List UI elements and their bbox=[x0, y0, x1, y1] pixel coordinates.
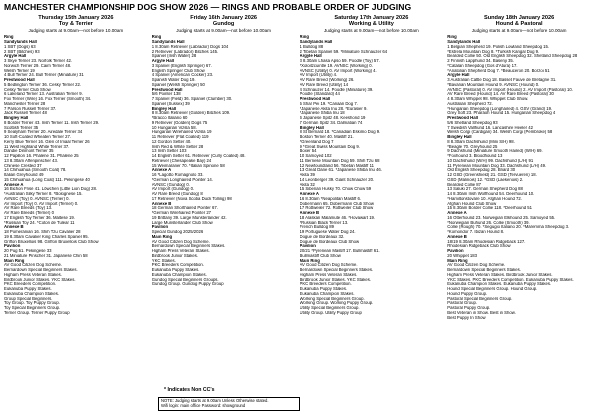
ring-entry: Jack Russell Terrier 48 bbox=[4, 111, 47, 116]
venue-heading: Annexe A bbox=[4, 182, 24, 187]
ring-entry: Pastoral Group. bbox=[447, 301, 478, 306]
ring-entry: *Hungarian Sheepdog (Longhaired) 4. GSV (Grand) 19. bbox=[447, 106, 553, 111]
venue-heading: Pavilion bbox=[151, 225, 169, 230]
ring-entry: GSD (Malinois) 12. *GSD (Laekenois) 2. bbox=[447, 177, 524, 182]
judging-start-time: Judging starts at 9.00am—not before 10.00am bbox=[471, 27, 567, 33]
venue-heading: Annexe B bbox=[447, 234, 467, 239]
ring-entry: *Xoloitzcuintle 19. AVNSC (Working) 0. bbox=[299, 63, 373, 68]
ring-entry: 8 St Bernard 18. *Canadian Eskimo Dog 9. bbox=[299, 130, 381, 135]
ring-entry: Grey Soft 23. Pharaoh Hound 15. Hungarian Sheepdog 4 bbox=[447, 111, 556, 116]
ring-entry: Toy Group. Toy Puppy Group. bbox=[4, 301, 60, 306]
ring-entry: AV Import (Utility) 4. bbox=[299, 73, 338, 78]
ring-entry: *Japanese Akita Inu 28. *Eurasier 9. bbox=[299, 106, 368, 111]
ring-entry: AV Rare Breeds (Toy) 13. bbox=[4, 206, 53, 211]
ring-entry: *Anatolian Shepherd Dog 7. *Beauceron 20. Borzoi 51 bbox=[447, 68, 550, 73]
ring-entry: Bearded Collie 87 bbox=[447, 182, 482, 187]
ring-entry: AV Import (Toy) 0. AV Import (Terrier) 0. bbox=[4, 201, 79, 206]
ring-entry: AVNSC (Utility) 0. AV Import (Working) 4. bbox=[299, 68, 377, 73]
ring-entry: 5 Shar Pei 19. *Canaan Dog 7. bbox=[299, 101, 358, 106]
ring-entry: AV Good Citizen Dog Scheme. bbox=[151, 239, 210, 244]
ring-entry: 12 Newfoundland 56. Tibetan Mastiff 11 bbox=[299, 163, 375, 168]
judging-note-box bbox=[158, 397, 300, 411]
venue-heading: Sandylands Hall bbox=[151, 40, 185, 45]
ring-entry: Poodle (Standard) 44 bbox=[299, 92, 340, 97]
ring-entry: AV Rare Breed (Gundog) 8 bbox=[151, 192, 203, 197]
ring-entry: Eukanuba Puppy Stakes. bbox=[4, 287, 52, 292]
day-heading: Friday 16th January 2026 bbox=[190, 15, 258, 21]
ring-entry: Italian Greyhound 49 bbox=[4, 173, 44, 178]
venue-heading: Bingley Hall bbox=[299, 125, 324, 130]
ring-entry: 15 Chihuahua (Long Coat) 111. Pekingese 40 bbox=[4, 177, 90, 182]
non-cc-key: * Indicates Non CC's bbox=[164, 387, 215, 393]
day-heading: Thursday 15th January 2026 bbox=[38, 15, 114, 21]
ring-entry: 9 *Great Swiss Mountain Dog 9. bbox=[299, 144, 360, 149]
judging-start-time: Judging starts at 9.00am—not before 10.00am bbox=[176, 27, 271, 33]
ring-entry: 16 8.30am *Neapolitan Mastiff 6. bbox=[299, 196, 362, 201]
ring-entry: *Bracco Italiano 60 bbox=[151, 116, 188, 121]
ring-entry: Large Munsterlander Club Show bbox=[151, 220, 213, 225]
venue-heading: Prestwood Hall bbox=[299, 97, 331, 102]
ring-entry: 5 Bedlington Terrier 36. Cesky Terrier 22. bbox=[4, 82, 82, 87]
ring-entry: 7 Parson Russell Terrier 37. bbox=[4, 106, 57, 111]
ring-entry: Scottish Terrier 35 bbox=[4, 125, 39, 130]
ring-entry: Dandie Dinmont Terrier 35 bbox=[4, 149, 54, 154]
ring-entry: Hungarian Wirehaired Vizsla 19 bbox=[151, 130, 212, 135]
ring-entry: 1 8.30am Retriever (Labrador) Dogs 104 bbox=[151, 44, 229, 49]
ring-entry: Griffon Bruxellois 98. Griffon Bruxellois Club Show bbox=[4, 239, 99, 244]
day-heading: Saturday 17th January 2026 bbox=[334, 15, 409, 21]
ring-entry: *Australian Silky Terrier 8. *Bolognese 15. bbox=[4, 192, 83, 197]
ring-entry: Birdbrook Junior Stakes. bbox=[151, 253, 199, 258]
ring-entry: 4 Schnauzer 14. Poodle (Miniature) 39. bbox=[299, 87, 374, 92]
ring-entry: Fox Terrier (Wire) 16. Fox Terrier (Smooth) 34. bbox=[4, 97, 92, 102]
venue-heading: Argyle Hall bbox=[4, 54, 27, 59]
ring-entry: Utility Special Beginners Group. bbox=[299, 306, 360, 311]
ring-entry: 7 Swedish Vallhund 16. Lancashire Heeler 42 bbox=[447, 125, 533, 130]
ring-entry: 3 Skye Terrier 23. Norfolk Terrier 42. bbox=[4, 59, 73, 64]
ring-entry: Eukanuba Champion Stakes. bbox=[299, 291, 355, 296]
ring-entry: Higham Press Veteran Stakes. Birdbrook Junior Stakes. bbox=[447, 272, 553, 277]
ring-entry: Best Veteran in Show. Best in Show. bbox=[447, 310, 516, 315]
ring-entry: 2 SBT (Bitches) 93 bbox=[4, 49, 40, 54]
ring-entry: Welsh Corgi (Cardigan) 34. Welsh Corgi (Pembroke) 58 bbox=[447, 130, 553, 135]
venue-heading: Prestwood Hall bbox=[447, 116, 478, 121]
ring-entry: Collie (Rough) 70. *Segugio Italiano 20. *Maremma Sheepdog 3. bbox=[447, 225, 570, 230]
ring-entry: *German Longhaired Pointer 14. bbox=[151, 177, 213, 182]
ring-entry: Best Puppy In Show bbox=[447, 315, 486, 320]
ring-entry: 18/19 8.30am Rhodesian Ridgeback 127. bbox=[447, 239, 526, 244]
ring-entry: 2 Finnish Lapphund 34. Basenji 35. bbox=[447, 59, 514, 64]
venue-heading: Ring bbox=[447, 35, 457, 40]
ring-entry: Spanish Water Dog 19. bbox=[151, 78, 196, 83]
venue-heading: Annexe A bbox=[447, 211, 467, 216]
ring-entry: 15 Siberian Husky 70. Chow Chow 59 bbox=[299, 187, 372, 192]
ring-entry: 5/6 Shetland Sheepdog 93 bbox=[447, 120, 498, 125]
ring-entry: 11 West Highland White Terrier 37. bbox=[4, 144, 70, 149]
ring-entry: Birdbrook Junior Stakes. YKC Stakes. bbox=[299, 277, 371, 282]
ring-entry: AV Good Citizen Dog Scheme. bbox=[4, 263, 63, 268]
ring-entry: 10 Samoyed 102 bbox=[299, 154, 332, 159]
ring-entry: 6 Japanese Spitz 48. Keeshond 19 bbox=[299, 116, 366, 121]
ring-entry: 13 8.30am Affenpinscher 43. bbox=[4, 158, 59, 163]
ring-entry: *German Wirehaired Pointer 27 bbox=[151, 211, 212, 216]
ring-entry: 14 8.30am Irish Wolfhound 54. Deerhound 10. bbox=[447, 192, 535, 197]
venue-heading: Annexe A bbox=[151, 168, 172, 173]
ring-entry: Working Group. Working Puppy Group. bbox=[299, 301, 374, 306]
page-title: MANCHESTER CHAMPIONSHIP DOG SHOW 2026 — RINGS AND PROBABLE ORDER OF JUDGING bbox=[4, 2, 412, 12]
note-line-judging: NOTE: Judging starts at 9.00am Unless Otherwise stated. bbox=[161, 398, 269, 403]
ring-entry: Spaniel (Welsh Springer) 50 bbox=[151, 82, 205, 87]
ring-entry: Rhodesian Ridgeback Club Show bbox=[447, 244, 511, 249]
venue-heading: Ring bbox=[4, 35, 14, 40]
ring-entry: Dobermann 65. Dobermann Club Show bbox=[299, 201, 374, 206]
ring-entry: 5/6 Pointer 138 bbox=[151, 92, 181, 97]
ring-entry: Kerry Blue Terrier 16. Glen of Imaal Terrier 26 bbox=[4, 139, 90, 144]
ring-entry: 17 Rottweiler 72. Rottweiler Club Show bbox=[299, 206, 374, 211]
ring-entry: Higham Press Veteran Stakes. bbox=[151, 249, 210, 254]
ring-entry: 13 Saluki 27. German Shepherd Dog 88 bbox=[447, 187, 523, 192]
venue-heading: Annexe B bbox=[151, 201, 172, 206]
ring-entry: 12 Gordon Setter 40. bbox=[151, 139, 192, 144]
ring-entry: 20 Pug 51. Pekingese 33 bbox=[4, 249, 52, 254]
judging-start-time: Judging starts at 9.00am—not before 10.00am bbox=[28, 27, 124, 33]
ring-entry: 7 Spaniel (Field) 36. Spaniel (Clumber) 30. bbox=[151, 97, 233, 102]
ring-entry: Spaniel (Irish Water) 28 bbox=[151, 54, 197, 59]
venue-heading: Main Ring bbox=[4, 258, 25, 263]
ring-entry: Bearded Collie 50. Old English Sheepdog 32. Shetland Sheepdog 28 bbox=[447, 54, 578, 59]
ring-entry: 19 Brittany 39. Large Munsterlander 42. bbox=[151, 215, 227, 220]
ring-entry: 9 Retriever (Golden) Dogs 75 bbox=[151, 120, 208, 125]
venue-heading: Bingley Hall bbox=[4, 116, 29, 121]
venue-heading: Sandylands Hall bbox=[299, 40, 333, 45]
ring-entry: 8 8.30am Dachshund (Mini S/H) 98. bbox=[447, 139, 515, 144]
ring-entry: AV Rare Breed (Working) 26. bbox=[299, 78, 355, 83]
ring-entry: Akita 39 bbox=[299, 173, 315, 178]
ring-entry: YKC Stakes. bbox=[151, 258, 176, 263]
ring-entry: AV Good Citizen Dog Scheme. bbox=[299, 263, 358, 268]
ring-entry: Bernardown Special Beginners Stakes. bbox=[299, 268, 374, 273]
ring-entry: Welsh Terrier 19 bbox=[4, 68, 35, 73]
venue-heading: Prestwood Hall bbox=[151, 87, 183, 92]
ring-entry: 4 8.30am Whippet 98. Whippet Club Show. bbox=[447, 97, 529, 102]
day-column bbox=[152, 15, 296, 320]
ring-entry: Bernardown Special Beginners Stakes. bbox=[151, 244, 226, 249]
ring-entry: 18 German Shorthaired Pointer 67. bbox=[151, 206, 218, 211]
ring-entry: 18 Alaskan Malamute 46. *Hovawart 19. bbox=[299, 215, 376, 220]
venue-heading: Bingley Hall bbox=[447, 135, 472, 140]
ring-entry: Eukanuba Puppy Stakes. bbox=[151, 268, 200, 273]
ring-entry: 19 Portuguese Water Dog 24. bbox=[299, 230, 356, 235]
ring-entry: 16 *Lagotto Romagnolo 33. bbox=[151, 173, 204, 178]
day-heading: Sunday 18th January 2026 bbox=[483, 15, 555, 21]
ring-entry: Utility Group. Utility Puppy Group bbox=[299, 310, 362, 315]
ring-entry: Bernardown Special Beginners Stakes. bbox=[4, 268, 78, 273]
ring-entry: *Norwegian Buhund 26. Collie (Smooth) 39. bbox=[447, 220, 530, 225]
ring-entry: 16 Otterhound 23. Norwegian Elkhound 25. Samoyed 55. bbox=[447, 215, 556, 220]
ring-entry: Dogue de Bordeaux Club Show bbox=[299, 239, 360, 244]
ring-entry: Birdbrook Junior Stakes. YKC Stakes. bbox=[4, 277, 76, 282]
group-heading: Gundog bbox=[212, 21, 235, 28]
day-column bbox=[4, 15, 148, 320]
venue-heading: Annexe B bbox=[4, 225, 24, 230]
ring-entry: Hound Special Beginners Group. Hound Group. bbox=[447, 287, 538, 292]
ring-entry: Bernardown Special Beginners Stakes. bbox=[447, 268, 521, 273]
ring-entry: Eukanuba Champion Stakes. bbox=[151, 272, 207, 277]
ring-entry: 1 Belgian Shepherd 19. Polish Lowland Sheepdog 15. bbox=[447, 44, 550, 49]
note-line-wifi: Wifi login: main office Password: showground bbox=[161, 402, 246, 408]
ring-entry: *Russian Black Terrier 13. bbox=[299, 220, 349, 225]
ring-entry: 1 SBT (Dogs) 63 bbox=[4, 44, 36, 49]
ring-entry: Boston Terrier 40. Mastiff 21. bbox=[299, 135, 354, 140]
ring-entry: Chinese Crested 37 bbox=[4, 163, 42, 168]
ring-entry: AV Rare Breed (Hound) 14. AV Rare Breed (Pastoral) 30 bbox=[447, 92, 554, 97]
ring-entry: Working Special Beginners Group. bbox=[299, 296, 365, 301]
ring-entry: Eukanuba Champion Stakes. bbox=[4, 291, 60, 296]
venue-heading: Sandylands Hall bbox=[447, 40, 481, 45]
ring-entry: 3 8.30am Lhasa Apso 59. Poodle (Toy) 57. bbox=[299, 59, 380, 64]
day-column bbox=[300, 15, 444, 320]
ring-entry: 8 8.30am Retriever (Golden) Bitches 109. bbox=[151, 111, 231, 116]
venue-heading: Pavilion bbox=[447, 249, 464, 254]
ring-entry: Gundog Group. Gundog Puppy Group bbox=[151, 282, 224, 287]
ring-entry: 12 GSD (Greenshield) 21. GSD (Tervueren) 18. bbox=[447, 173, 537, 178]
ring-entry: 2 Tibetan Spaniel 59. *Miniature Schnauzer 64 bbox=[299, 49, 388, 54]
venue-heading: Sandylands Hall bbox=[4, 40, 37, 45]
ring-entry: 11 Pyrenean Mountain Dog 33. Dachshund (L/H) 49. bbox=[447, 163, 547, 168]
ring-list bbox=[4, 35, 148, 315]
ring-entry: Irish Red & White Setter 28 bbox=[151, 144, 204, 149]
ring-entry: AV Good Citizen Dog Scheme. bbox=[447, 263, 506, 268]
day-column bbox=[447, 15, 591, 320]
venue-heading: Pavilion bbox=[299, 244, 316, 249]
ring-entry: 19 8.30am Cavalier King Charles Spaniel 95. bbox=[4, 234, 89, 239]
ring-entry: Terrier Group. Terrier Puppy Group bbox=[4, 310, 70, 315]
ring-entry: Akita 32 bbox=[299, 182, 315, 187]
judging-start-time: Judging starts at 9.00am—not before 10.00am bbox=[324, 27, 419, 33]
ring-entry: *Greenland Dog 7 bbox=[299, 139, 334, 144]
ring-entry: Afghan Hound Club Show bbox=[447, 201, 497, 206]
ring-entry: Toy Special Beginners Group. bbox=[4, 306, 61, 311]
ring-entry: *Bavarian Mountain Hound 9. AVNSC (Hound) 0. bbox=[447, 82, 540, 87]
ring-list bbox=[447, 35, 591, 320]
ring-entry: 12 Papillon 16. Phalène 31. Phalène 25 bbox=[4, 154, 79, 159]
ring-entry: 8 Border Terrier 43. Irish Terrier 11. Irish Terrier 29. bbox=[4, 120, 100, 125]
ring-entry: 9 Sealyham Terrier 20. Airedale Terrier 34 bbox=[4, 130, 83, 135]
ring-entry: Pastoral Puppy Group. bbox=[447, 306, 491, 311]
venue-heading: Argyle Hall bbox=[447, 73, 470, 78]
ring-entry: 11 Retriever (Flat Coated) 119 bbox=[151, 135, 209, 140]
ring-entry: 9 Dachshund (Miniature Smooth Haired) (W/H) 69. bbox=[447, 149, 543, 154]
ring-entry: 18 Pomeranian 16. Shih Tzu Cavalier 28 bbox=[4, 230, 81, 235]
ring-entry: 4 Spaniel (American Cocker) 23. bbox=[151, 73, 214, 78]
ring-entry: 20/21 *Pyrenean Mastiff 17. Bullmastiff 61. bbox=[299, 249, 380, 254]
ring-entry: *Hamiltonstovare 10. Afghan Hound 72. bbox=[447, 196, 522, 201]
ring-entry: 3 Spaniel (English Springer) 67. bbox=[151, 63, 212, 68]
ring-entry: 6 Lakeland Terrier 13. Australian Terrier 9. bbox=[4, 92, 83, 97]
ring-entry: *Foxhound 3. Bloodhound 13 bbox=[447, 154, 503, 159]
ring-list bbox=[152, 35, 296, 287]
ring-entry: YKC Stakes. PKC Breeders Competition. Eukanuba Puppy Stakes. bbox=[447, 277, 574, 282]
ring-entry: AV Import (Gundog) 0. bbox=[151, 187, 195, 192]
venue-heading: Annexe B bbox=[299, 211, 320, 216]
ring-entry: 1 Bulldog 88 bbox=[299, 44, 324, 49]
venue-heading: Ring bbox=[299, 35, 309, 40]
ring-entry: *Beagle 70. Greyhound 25 bbox=[447, 144, 498, 149]
ring-entry: 13 Irish Setter 103 bbox=[151, 149, 187, 154]
ring-entry: AV Rare Breeds (Terrier) 0 bbox=[4, 211, 54, 216]
ring-entry: Australian Shepherd 72. bbox=[447, 101, 493, 106]
group-heading: Hound & Pastoral bbox=[495, 21, 543, 28]
ring-entry: Boxer 54 bbox=[299, 149, 317, 154]
ring-entry: 10 Dachshund (W/H) 99. Dachshund (L/H) 91 bbox=[447, 158, 534, 163]
venue-heading: Bingley Hall bbox=[151, 106, 177, 111]
group-heading: Working & Utility bbox=[348, 21, 394, 28]
ring-entry: Cesky Terrier Club Show bbox=[4, 87, 51, 92]
ring-entry: Group Special Beginners. bbox=[4, 296, 53, 301]
ring-entry: 10 Hungarian Vizsla 58. bbox=[151, 125, 197, 130]
ring-entry: Gundog Special Beginners Groups. bbox=[151, 277, 219, 282]
ring-entry: 7 German Spitz 34. Dalmatian 74 bbox=[299, 120, 363, 125]
venue-heading: Argyle Hall bbox=[151, 59, 174, 64]
ring-entry: *Russian Toy 24. *Coton de Tuléar 11 bbox=[4, 220, 75, 225]
ring-entry: AVNSC (Toy) 0. AVNSC (Terrier) 0. bbox=[4, 196, 70, 201]
ring-entry: Higham Press Veteran Stakes. bbox=[299, 272, 358, 277]
venue-heading: Prestwood Hall bbox=[4, 78, 35, 83]
ring-entry: Manchester Terrier 28 bbox=[4, 101, 46, 106]
ring-entry: Higham Press Veteran Stakes. bbox=[4, 272, 62, 277]
ring-entry: Eukanuba Puppy Stakes. bbox=[299, 287, 348, 292]
ring-entry: 10 Soft-Coated Wheaten Terrier 27. bbox=[4, 135, 72, 140]
venue-heading: Main Ring bbox=[299, 258, 320, 263]
venue-heading: Annexe A bbox=[299, 192, 319, 197]
ring-entry: French Bulldog 89 bbox=[299, 225, 334, 230]
ring-entry: 3 Australian Cattle Dog 18. Basset Fauve de Bretagne 31. bbox=[447, 78, 557, 83]
ring-entry: Bullmastiff Club Show bbox=[299, 253, 341, 258]
ring-entry: 16 Bichon Frisé 41. Löwchen (Little Lion Dog) 28. bbox=[4, 187, 98, 192]
ring-entry: 11 Bernese Mountain Dog 59. Shih Tzu 68 bbox=[299, 158, 380, 163]
ring-entry: 21 Miniature Pinscher 31. Japanese Chin 58 bbox=[4, 253, 88, 258]
ring-entry: 17 Retriever (Nova Scotia Duck Tolling) 98 bbox=[151, 196, 232, 201]
group-heading: Toy & Terrier bbox=[58, 21, 93, 28]
ring-entry: Hound Puppy Group. bbox=[447, 291, 488, 296]
ring-entry: AV Rare Breed (Utility) 14 bbox=[299, 82, 349, 87]
venue-heading: Main Ring bbox=[447, 258, 468, 263]
ring-entry: Retriever (Chesapeake Bay) 24 bbox=[151, 158, 212, 163]
ring-entry: AVNSC (Gundog) 0. bbox=[151, 182, 190, 187]
ring-entry: *Catalan Sheepdog (Gos d'Atura) 17. bbox=[447, 63, 518, 68]
ring-entry: 17 English Toy Terrier 36. Maltese 19. bbox=[4, 215, 75, 220]
ring-entry: 15 8.30am Border Collie 118. *Deerhound 51 bbox=[447, 206, 532, 211]
ring-entry: *Japanese Shiba Inu 18 bbox=[299, 111, 345, 116]
ring-entry: Dogue de Bordeaux 32. bbox=[299, 234, 345, 239]
ring-entry: AVNSC (Pastoral) 0. AV Import (Hound) 2. AV Import (Pastoral) 10. bbox=[447, 87, 573, 92]
ring-entry: Norwich Terrier 29. Cairn Terrier 48. bbox=[4, 63, 72, 68]
ring-list bbox=[300, 35, 444, 315]
ring-entry: Spaniel (Sussex) 39 bbox=[151, 101, 190, 106]
ring-entry: 20 Whippet 183 bbox=[447, 253, 478, 258]
ring-entry: English Springer Club Show bbox=[151, 68, 205, 73]
ring-entry: 14 Chihuahua (Smooth Coat) 78. bbox=[4, 168, 67, 173]
ring-entry: 15 Weimaraner 70. *Italian Spinone 58 bbox=[151, 163, 225, 168]
ring-entry: Pastoral Special Beginners Group. bbox=[447, 296, 513, 301]
ring-entry: *Estrela Mountain Dog 8. *Turkish Kangal Dog 9. bbox=[447, 49, 540, 54]
ring-entry: PKC Breeders Competition. bbox=[151, 263, 204, 268]
ring-entry: *Komondor 7. Ibizan Hound 8. bbox=[447, 230, 505, 235]
ring-entry: 14 English Setter 61. Retriever (Curly Coated) 48. bbox=[151, 154, 246, 159]
day-columns bbox=[4, 15, 591, 320]
ring-entry: 13 Great Dane 61. *Japanese Shiba Inu 46. bbox=[299, 168, 382, 173]
venue-heading: Ring bbox=[151, 35, 162, 40]
ring-entry: 14 Leonberger 39. Giant Schnauzer 20. bbox=[299, 177, 375, 182]
ring-entry: Special Gundog 2025/2026 bbox=[151, 230, 204, 235]
venue-heading: Argyle Hall bbox=[299, 54, 322, 59]
ring-entry: PKC Breeders Competition. bbox=[4, 282, 57, 287]
ring-entry: 2 Retriever (Labrador) Bitches 145. bbox=[151, 49, 219, 54]
ring-entry: PKC Breeders Competition. bbox=[299, 282, 352, 287]
ring-entry: Old English Sheepdog 28. Briard 30 bbox=[447, 168, 516, 173]
ring-entry: Eukanuba Champion Stakes. Eukanuba Puppy Stakes. bbox=[447, 282, 552, 287]
venue-heading: Pavilion bbox=[4, 244, 21, 249]
ring-entry: 4 Bull Terrier 24. Bull Terrier (Miniature) 31 bbox=[4, 73, 84, 78]
venue-heading: Main Ring bbox=[151, 234, 173, 239]
